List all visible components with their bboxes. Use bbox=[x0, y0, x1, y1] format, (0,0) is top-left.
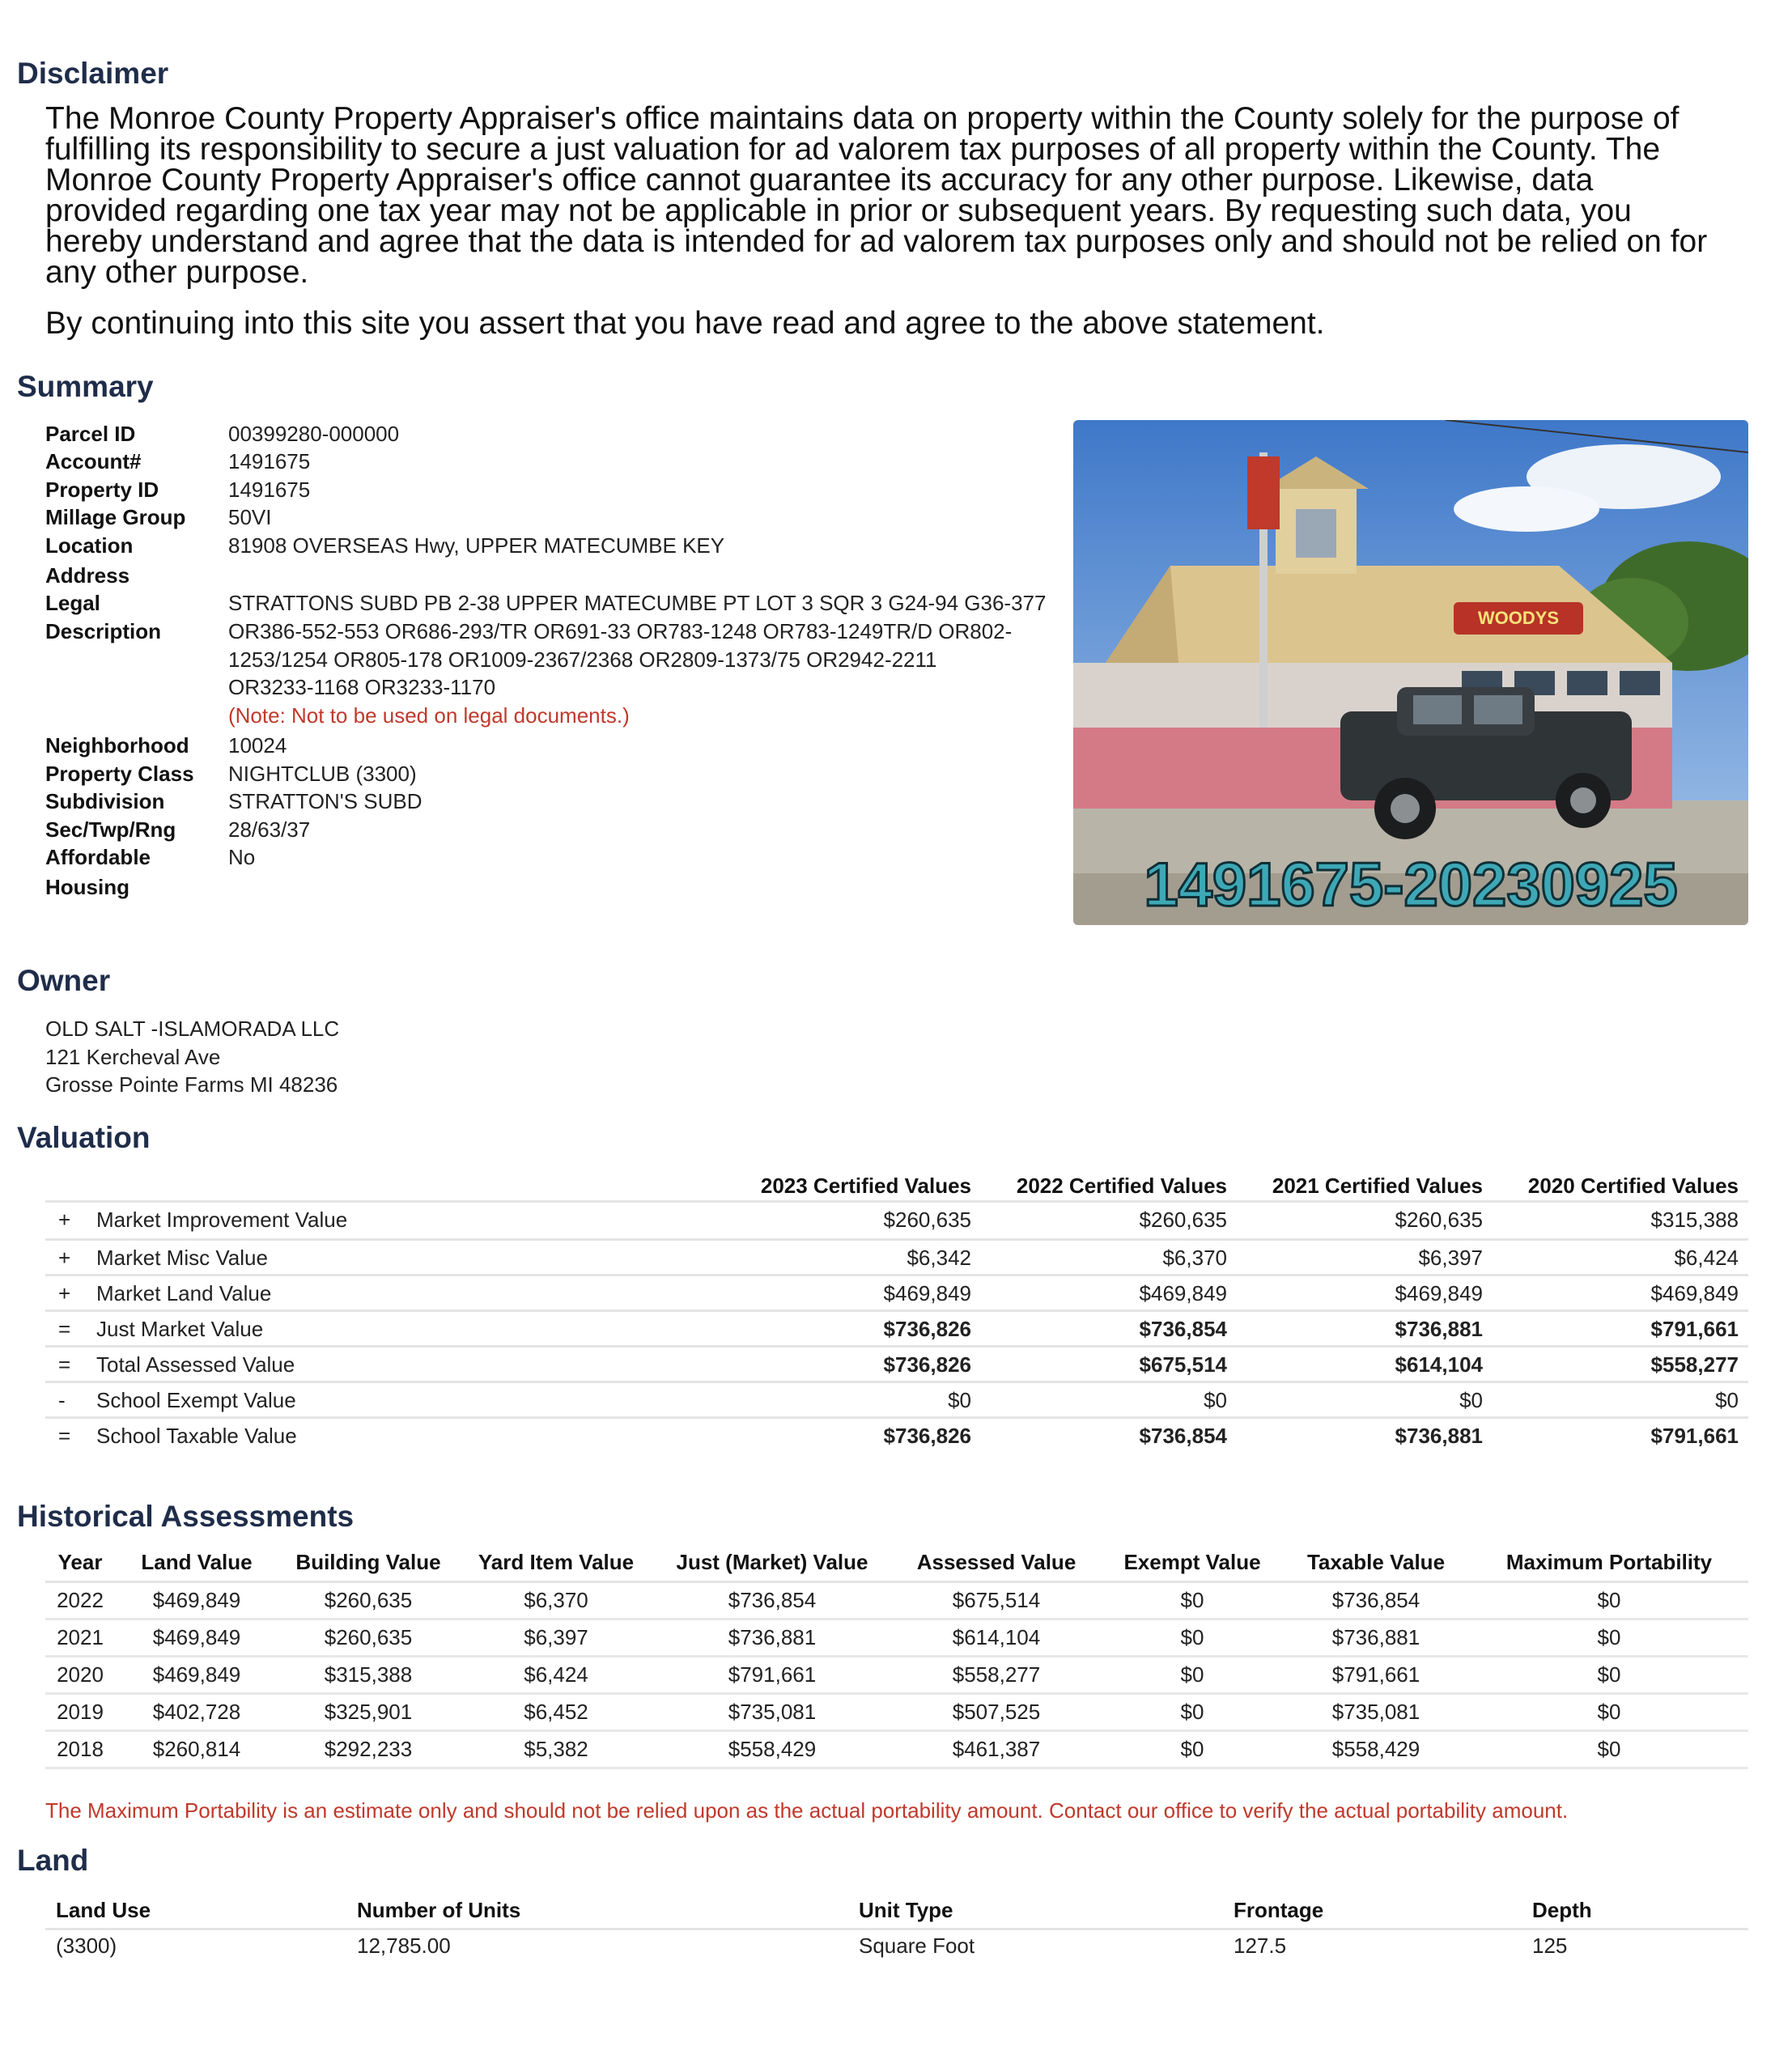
photo-sign-text: WOODYS bbox=[1477, 608, 1560, 628]
valuation-operator: = bbox=[58, 1317, 71, 1341]
table-cell: $402,728 bbox=[115, 1694, 278, 1731]
table-cell: $735,081 bbox=[1282, 1694, 1470, 1731]
table-cell: $469,849 bbox=[115, 1619, 278, 1657]
table-cell: $558,277 bbox=[890, 1657, 1102, 1694]
valuation-value: $791,661 bbox=[1650, 1424, 1739, 1448]
table-cell: $736,854 bbox=[654, 1582, 890, 1619]
historical-column-header: Land Value bbox=[115, 1543, 278, 1582]
valuation-column-header: 2022 Certified Values bbox=[1016, 1174, 1227, 1198]
valuation-value: $0 bbox=[1204, 1388, 1227, 1412]
table-cell: $0 bbox=[1470, 1657, 1748, 1694]
owner-city: Grosse Pointe Farms MI 48236 bbox=[45, 1072, 338, 1097]
land-column-header: Number of Units bbox=[357, 1898, 521, 1922]
disclaimer-line: Monroe County Property Appraiser's office cannot guarantee its accuracy for any other purpose. Likewise, data bbox=[45, 163, 1594, 197]
land-cell: 127.5 bbox=[1234, 1934, 1287, 1958]
table-cell: $735,081 bbox=[654, 1694, 890, 1731]
valuation-label: Total Assessed Value bbox=[96, 1352, 295, 1377]
valuation-value: $469,849 bbox=[1395, 1281, 1483, 1305]
table-cell: $0 bbox=[1102, 1657, 1282, 1694]
table-cell: $736,881 bbox=[654, 1619, 890, 1657]
table-cell: $6,452 bbox=[458, 1694, 654, 1731]
valuation-value: $736,854 bbox=[1139, 1424, 1227, 1448]
historical-column-header: Just (Market) Value bbox=[654, 1543, 890, 1582]
table-cell: $791,661 bbox=[1282, 1657, 1470, 1694]
historical-header-row bbox=[45, 1543, 1748, 1582]
table-cell: $736,881 bbox=[1282, 1619, 1470, 1657]
summary-heading: Summary bbox=[17, 370, 154, 403]
valuation-value: $791,661 bbox=[1650, 1317, 1739, 1341]
valuation-value: $469,849 bbox=[1650, 1281, 1739, 1305]
disclaimer-line: any other purpose. bbox=[45, 255, 309, 290]
table-cell: $0 bbox=[1470, 1619, 1748, 1657]
historical-heading: Historical Assessments bbox=[17, 1500, 355, 1533]
table-cell: $260,635 bbox=[278, 1619, 458, 1657]
table-cell: $0 bbox=[1470, 1731, 1748, 1768]
property-id-value: 1491675 bbox=[228, 478, 311, 502]
valuation-value: $736,881 bbox=[1395, 1317, 1483, 1341]
valuation-row bbox=[45, 1381, 1748, 1419]
land-table-divider bbox=[45, 1928, 1748, 1930]
valuation-value: $558,277 bbox=[1650, 1352, 1739, 1377]
valuation-value: $0 bbox=[1459, 1388, 1483, 1412]
table-cell: $260,814 bbox=[115, 1731, 278, 1768]
affordable-label-2: Housing bbox=[45, 875, 130, 899]
property-id-label: Property ID bbox=[45, 478, 159, 502]
valuation-label: Just Market Value bbox=[96, 1317, 264, 1341]
valuation-value: $736,854 bbox=[1139, 1317, 1227, 1341]
table-cell: $469,849 bbox=[115, 1582, 278, 1619]
historical-column-header: Year bbox=[45, 1543, 115, 1582]
valuation-value: $469,849 bbox=[883, 1281, 971, 1305]
table-cell: $469,849 bbox=[115, 1657, 278, 1694]
disclaimer-heading: Disclaimer bbox=[17, 57, 169, 90]
table-cell: $675,514 bbox=[890, 1582, 1102, 1619]
valuation-label: School Exempt Value bbox=[96, 1388, 296, 1412]
disclaimer-line: provided regarding one tax year may not be applicable in prior or subsequent years. By requesting such data, you bbox=[45, 193, 1632, 228]
table-cell: $0 bbox=[1102, 1731, 1282, 1768]
valuation-value: $260,635 bbox=[1139, 1208, 1227, 1232]
table-cell: $6,370 bbox=[458, 1582, 654, 1619]
photo-caption: 1491675-20230925 bbox=[1144, 851, 1678, 919]
table-row bbox=[45, 1582, 1748, 1619]
location-label-2: Address bbox=[45, 563, 130, 588]
land-cell: 125 bbox=[1532, 1934, 1568, 1958]
table-cell: 2019 bbox=[45, 1694, 115, 1731]
valuation-value: $736,826 bbox=[883, 1352, 971, 1377]
parcel-id-value: 00399280-000000 bbox=[228, 422, 400, 446]
property-photo-illustration bbox=[1073, 420, 1748, 925]
valuation-row bbox=[45, 1416, 1748, 1454]
table-cell: $6,424 bbox=[458, 1657, 654, 1694]
owner-heading: Owner bbox=[17, 964, 111, 997]
owner-street: 121 Kercheval Ave bbox=[45, 1045, 221, 1069]
property-class-value: NIGHTCLUB (3300) bbox=[228, 762, 417, 786]
valuation-row bbox=[45, 1310, 1748, 1348]
legal-line: OR386-552-553 OR686-293/TR OR691-33 OR783-1248 OR783-1249TR/D OR802- bbox=[228, 619, 1013, 643]
valuation-operator: + bbox=[58, 1281, 71, 1305]
disclaimer-agreement: By continuing into this site you assert that you have read and agree to the above statement. bbox=[45, 306, 1325, 341]
valuation-label: Market Misc Value bbox=[96, 1246, 268, 1270]
table-cell: $558,429 bbox=[654, 1731, 890, 1768]
valuation-operator: = bbox=[58, 1352, 71, 1377]
table-row bbox=[45, 1694, 1748, 1731]
valuation-value: $675,514 bbox=[1139, 1352, 1227, 1377]
valuation-operator: - bbox=[58, 1388, 66, 1412]
table-cell: $614,104 bbox=[890, 1619, 1102, 1657]
historical-column-header: Taxable Value bbox=[1282, 1543, 1470, 1582]
land-column-header: Depth bbox=[1532, 1898, 1592, 1922]
table-cell: $791,661 bbox=[654, 1657, 890, 1694]
sec-twp-rng-value: 28/63/37 bbox=[228, 817, 311, 842]
table-row bbox=[45, 1657, 1748, 1694]
land-column-header: Frontage bbox=[1234, 1898, 1324, 1922]
historical-column-header: Yard Item Value bbox=[458, 1543, 654, 1582]
land-cell: Square Foot bbox=[859, 1934, 975, 1958]
valuation-operator: + bbox=[58, 1246, 71, 1270]
owner-name: OLD SALT -ISLAMORADA LLC bbox=[45, 1017, 340, 1041]
historical-column-header: Assessed Value bbox=[890, 1543, 1102, 1582]
valuation-operator: = bbox=[58, 1424, 71, 1448]
valuation-row bbox=[45, 1345, 1748, 1383]
valuation-column-header: 2021 Certified Values bbox=[1272, 1174, 1483, 1198]
historical-column-header: Building Value bbox=[278, 1543, 458, 1582]
table-row bbox=[45, 1619, 1748, 1657]
land-heading: Land bbox=[17, 1844, 89, 1877]
valuation-value: $6,424 bbox=[1674, 1246, 1739, 1270]
valuation-label: Market Land Value bbox=[96, 1281, 272, 1305]
neighborhood-value: 10024 bbox=[228, 733, 287, 758]
land-cell: 12,785.00 bbox=[357, 1934, 451, 1958]
historical-table bbox=[45, 1543, 1748, 1769]
valuation-row bbox=[45, 1200, 1748, 1238]
valuation-value: $260,635 bbox=[883, 1208, 971, 1232]
subdivision-label: Subdivision bbox=[45, 789, 165, 813]
valuation-value: $6,397 bbox=[1418, 1246, 1483, 1270]
disclaimer-line: The Monroe County Property Appraiser's office maintains data on property within the County solely for the purpose of bbox=[45, 101, 1679, 136]
neighborhood-label: Neighborhood bbox=[45, 733, 189, 758]
land-column-header: Land Use bbox=[56, 1898, 151, 1922]
property-class-label: Property Class bbox=[45, 762, 194, 786]
valuation-column-header: 2020 Certified Values bbox=[1527, 1174, 1739, 1198]
account-value: 1491675 bbox=[228, 449, 311, 473]
affordable-value: No bbox=[228, 845, 256, 869]
valuation-operator: + bbox=[58, 1208, 71, 1232]
portability-note: The Maximum Portability is an estimate only and should not be relied upon as the actual portability amount. Contact our office to verify the actual portability amount. bbox=[45, 1798, 1569, 1823]
table-cell: $0 bbox=[1102, 1582, 1282, 1619]
table-row bbox=[45, 1731, 1748, 1768]
table-cell: $5,382 bbox=[458, 1731, 654, 1768]
sec-twp-rng-label: Sec/Twp/Rng bbox=[45, 817, 176, 842]
property-photo[interactable] bbox=[1073, 420, 1748, 925]
account-label: Account# bbox=[45, 449, 142, 473]
valuation-heading: Valuation bbox=[17, 1121, 151, 1154]
table-cell: $260,635 bbox=[278, 1582, 458, 1619]
disclaimer-line: hereby understand and agree that the data is intended for ad valorem tax purposes only and should not be relied on for bbox=[45, 224, 1708, 259]
valuation-row bbox=[45, 1274, 1748, 1312]
table-cell: 2021 bbox=[45, 1619, 115, 1657]
land-cell: (3300) bbox=[56, 1934, 117, 1958]
location-value: 81908 OVERSEAS Hwy, UPPER MATECUMBE KEY bbox=[228, 533, 725, 558]
table-cell: $0 bbox=[1102, 1619, 1282, 1657]
affordable-label: Affordable bbox=[45, 845, 151, 869]
legal-line: STRATTONS SUBD PB 2-38 UPPER MATECUMBE PT LOT 3 SQR 3 G24-94 G36-377 bbox=[228, 591, 1047, 615]
valuation-value: $469,849 bbox=[1139, 1281, 1227, 1305]
table-cell: $6,397 bbox=[458, 1619, 654, 1657]
parcel-id-label: Parcel ID bbox=[45, 422, 136, 446]
legal-line: OR3233-1168 OR3233-1170 bbox=[228, 675, 496, 699]
valuation-value: $6,370 bbox=[1162, 1246, 1227, 1270]
table-cell: 2020 bbox=[45, 1657, 115, 1694]
valuation-value: $614,104 bbox=[1395, 1352, 1483, 1377]
valuation-value: $6,342 bbox=[907, 1246, 971, 1270]
valuation-value: $0 bbox=[948, 1388, 971, 1412]
legal-note: (Note: Not to be used on legal documents.) bbox=[228, 703, 630, 728]
table-cell: $461,387 bbox=[890, 1731, 1102, 1768]
subdivision-value: STRATTON'S SUBD bbox=[228, 789, 423, 813]
millage-label: Millage Group bbox=[45, 505, 186, 529]
location-label: Location bbox=[45, 533, 134, 558]
historical-column-header: Maximum Portability bbox=[1470, 1543, 1748, 1582]
historical-column-header: Exempt Value bbox=[1102, 1543, 1282, 1582]
valuation-label: School Taxable Value bbox=[96, 1424, 297, 1448]
table-cell: $292,233 bbox=[278, 1731, 458, 1768]
millage-value: 50VI bbox=[228, 505, 272, 529]
table-cell: $325,901 bbox=[278, 1694, 458, 1731]
table-cell: 2018 bbox=[45, 1731, 115, 1768]
valuation-value: $260,635 bbox=[1395, 1208, 1483, 1232]
table-cell: $507,525 bbox=[890, 1694, 1102, 1731]
table-cell: 2022 bbox=[45, 1582, 115, 1619]
valuation-label: Market Improvement Value bbox=[96, 1208, 348, 1232]
table-cell: $315,388 bbox=[278, 1657, 458, 1694]
table-cell: $0 bbox=[1470, 1582, 1748, 1619]
table-cell: $0 bbox=[1102, 1694, 1282, 1731]
valuation-row bbox=[45, 1238, 1748, 1276]
legal-label-2: Description bbox=[45, 619, 162, 643]
table-cell: $0 bbox=[1470, 1694, 1748, 1731]
valuation-value: $736,881 bbox=[1395, 1424, 1483, 1448]
valuation-value: $736,826 bbox=[883, 1317, 971, 1341]
valuation-column-header: 2023 Certified Values bbox=[760, 1174, 971, 1198]
disclaimer-line: fulfilling its responsibility to secure a just valuation for ad valorem tax purposes of all property within the County. The bbox=[45, 132, 1661, 167]
legal-line: 1253/1254 OR805-178 OR1009-2367/2368 OR2809-1373/75 OR2942-2211 bbox=[228, 647, 937, 672]
valuation-value: $736,826 bbox=[883, 1424, 971, 1448]
land-column-header: Unit Type bbox=[859, 1898, 953, 1922]
valuation-value: $315,388 bbox=[1650, 1208, 1739, 1232]
legal-label: Legal bbox=[45, 591, 100, 615]
valuation-value: $0 bbox=[1715, 1388, 1739, 1412]
table-cell: $558,429 bbox=[1282, 1731, 1470, 1768]
table-cell: $736,854 bbox=[1282, 1582, 1470, 1619]
